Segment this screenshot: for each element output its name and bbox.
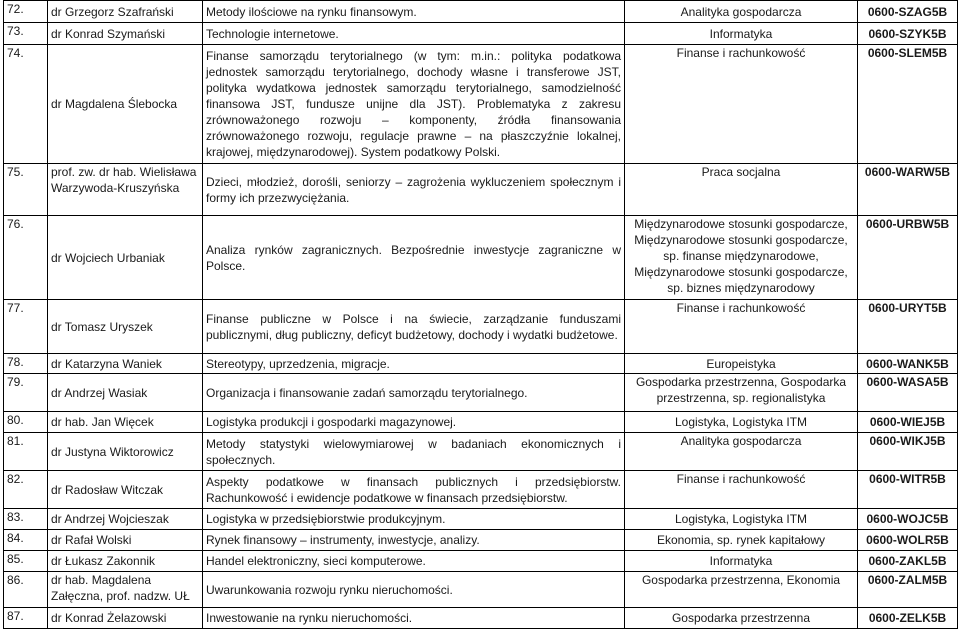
supervisor-name: dr Konrad Szymański	[48, 23, 203, 45]
table-row	[4, 300, 958, 354]
thesis-topic: Logistyka w przedsiębiorstwie produkcyjnym.	[203, 509, 625, 530]
row-number: 86.	[4, 572, 48, 608]
course-code: 0600-URYT5B	[858, 300, 958, 354]
thesis-topic: Rynek finansowy – instrumenty, inwestycje, analizy.	[203, 530, 625, 551]
supervisor-name: dr Andrzej Wasiak	[48, 374, 203, 412]
course-code: 0600-SZYK5B	[858, 23, 958, 45]
field-of-study: Ekonomia, sp. rynek kapitałowy	[625, 530, 858, 551]
thesis-topic: Uwarunkowania rozwoju rynku nieruchomości.	[203, 572, 625, 608]
thesis-topic: Logistyka produkcji i gospodarki magazynowej.	[203, 412, 625, 433]
course-code: 0600-SZAG5B	[858, 1, 958, 23]
field-of-study: Gospodarka przestrzenna	[625, 608, 858, 629]
thesis-topic: Metody statystyki wielowymiarowej w badaniach ekonomicznych i społecznych.	[203, 433, 625, 471]
table-row	[4, 471, 958, 509]
supervisor-name: dr hab. Jan Więcek	[48, 412, 203, 433]
table-row	[4, 374, 958, 412]
field-of-study: Międzynarodowe stosunki gospodarcze, Międzynarodowe stosunki gospodarcze, sp. finanse międzynarodowe, Międzynarodowe stosunki gospodarcze, sp. biznes międzynarodowy	[625, 216, 858, 300]
supervisor-name: dr Justyna Wiktorowicz	[48, 433, 203, 471]
field-of-study: Finanse i rachunkowość	[625, 45, 858, 164]
course-code: 0600-WIKJ5B	[858, 433, 958, 471]
course-code: 0600-ZAKL5B	[858, 551, 958, 572]
thesis-topic: Handel elektroniczny, sieci komputerowe.	[203, 551, 625, 572]
supervisor-name: dr Radosław Witczak	[48, 471, 203, 509]
thesis-topic: Organizacja i finansowanie zadań samorządu terytorialnego.	[203, 374, 625, 412]
thesis-topic: Dzieci, młodzież, dorośli, seniorzy – zagrożenia wykluczeniem społecznym i formy ich przezwyciężania.	[203, 164, 625, 216]
field-of-study: Praca socjalna	[625, 164, 858, 216]
thesis-topic: Stereotypy, uprzedzenia, migracje.	[203, 354, 625, 374]
table-row	[4, 551, 958, 572]
row-number: 85.	[4, 551, 48, 572]
course-code: 0600-WASA5B	[858, 374, 958, 412]
table-row	[4, 354, 958, 374]
thesis-topic: Inwestowanie na rynku nieruchomości.	[203, 608, 625, 629]
table-row	[4, 1, 958, 23]
course-code: 0600-SLEM5B	[858, 45, 958, 164]
thesis-topic: Technologie internetowe.	[203, 23, 625, 45]
supervisor-name: prof. zw. dr hab. Wielisława Warzywoda-Kruszyńska	[48, 164, 203, 216]
course-code: 0600-WIEJ5B	[858, 412, 958, 433]
field-of-study: Europeistyka	[625, 354, 858, 374]
table-row	[4, 216, 958, 300]
row-number: 82.	[4, 471, 48, 509]
row-number: 74.	[4, 45, 48, 164]
row-number: 73.	[4, 23, 48, 45]
supervisor-name: dr Wojciech Urbaniak	[48, 216, 203, 300]
table-row	[4, 572, 958, 608]
field-of-study: Finanse i rachunkowość	[625, 471, 858, 509]
course-code: 0600-WITR5B	[858, 471, 958, 509]
row-number: 83.	[4, 509, 48, 530]
supervisor-name: dr Andrzej Wojcieszak	[48, 509, 203, 530]
supervisor-name: dr Rafał Wolski	[48, 530, 203, 551]
supervisor-name: dr Grzegorz Szafrański	[48, 1, 203, 23]
field-of-study: Logistyka, Logistyka ITM	[625, 412, 858, 433]
course-code: 0600-WOLR5B	[858, 530, 958, 551]
course-code: 0600-ZELK5B	[858, 608, 958, 629]
row-number: 87.	[4, 608, 48, 629]
field-of-study: Logistyka, Logistyka ITM	[625, 509, 858, 530]
field-of-study: Analityka gospodarcza	[625, 1, 858, 23]
table-row	[4, 412, 958, 433]
supervisor-name: dr Konrad Żelazowski	[48, 608, 203, 629]
row-number: 77.	[4, 300, 48, 354]
field-of-study: Finanse i rachunkowość	[625, 300, 858, 354]
course-code: 0600-WANK5B	[858, 354, 958, 374]
thesis-topic: Finanse publiczne w Polsce i na świecie, zarządzanie funduszami publicznymi, dług publiczny, deficyt budżetowy, dochody i wydatki budżetowe.	[203, 300, 625, 354]
row-number: 72.	[4, 1, 48, 23]
table-row	[4, 509, 958, 530]
field-of-study: Analityka gospodarcza	[625, 433, 858, 471]
field-of-study: Gospodarka przestrzenna, Gospodarka przestrzenna, sp. regionalistyka	[625, 374, 858, 412]
supervisor-name: dr Katarzyna Waniek	[48, 354, 203, 374]
supervisor-topics-table	[3, 0, 958, 629]
row-number: 79.	[4, 374, 48, 412]
table-row	[4, 433, 958, 471]
table-row	[4, 23, 958, 45]
supervisor-name: dr Łukasz Zakonnik	[48, 551, 203, 572]
row-number: 84.	[4, 530, 48, 551]
thesis-topic: Analiza rynków zagranicznych. Bezpośrednie inwestycje zagraniczne w Polsce.	[203, 216, 625, 300]
field-of-study: Informatyka	[625, 551, 858, 572]
supervisor-name: dr hab. Magdalena Załęczna, prof. nadzw. UŁ	[48, 572, 203, 608]
row-number: 78.	[4, 354, 48, 374]
course-code: 0600-WOJC5B	[858, 509, 958, 530]
field-of-study: Gospodarka przestrzenna, Ekonomia	[625, 572, 858, 608]
field-of-study: Informatyka	[625, 23, 858, 45]
table-row	[4, 164, 958, 216]
thesis-topic: Aspekty podatkowe w finansach publicznych i przedsiębiorstw. Rachunkowość i ewidencje podatkowe w finansach przedsiębiorstw.	[203, 471, 625, 509]
table-row	[4, 608, 958, 629]
course-code: 0600-URBW5B	[858, 216, 958, 300]
table-row	[4, 45, 958, 164]
course-code: 0600-WARW5B	[858, 164, 958, 216]
supervisor-name: dr Magdalena Ślebocka	[48, 45, 203, 164]
thesis-topic: Metody ilościowe na rynku finansowym.	[203, 1, 625, 23]
row-number: 75.	[4, 164, 48, 216]
table-row	[4, 530, 958, 551]
thesis-topic: Finanse samorządu terytorialnego (w tym: m.in.: polityka podatkowa jednostek samorządu terytorialnego, dochody własne i transferowe JST, polityka wydatkowa jednostek samorządu terytorialnego, samodzielność finansowa JST, fundusze unijne dla JST). Problematyka z zakresu zrównoważonego rozwoju – komponenty, źródła finansowania zrównoważonego rozwoju, regulacje prawne – na płaszczyźnie lokalnej, krajowej, międzynarodowej). System podatkowy Polski.	[203, 45, 625, 164]
row-number: 80.	[4, 412, 48, 433]
row-number: 81.	[4, 433, 48, 471]
supervisor-name: dr Tomasz Uryszek	[48, 300, 203, 354]
row-number: 76.	[4, 216, 48, 300]
course-code: 0600-ZALM5B	[858, 572, 958, 608]
